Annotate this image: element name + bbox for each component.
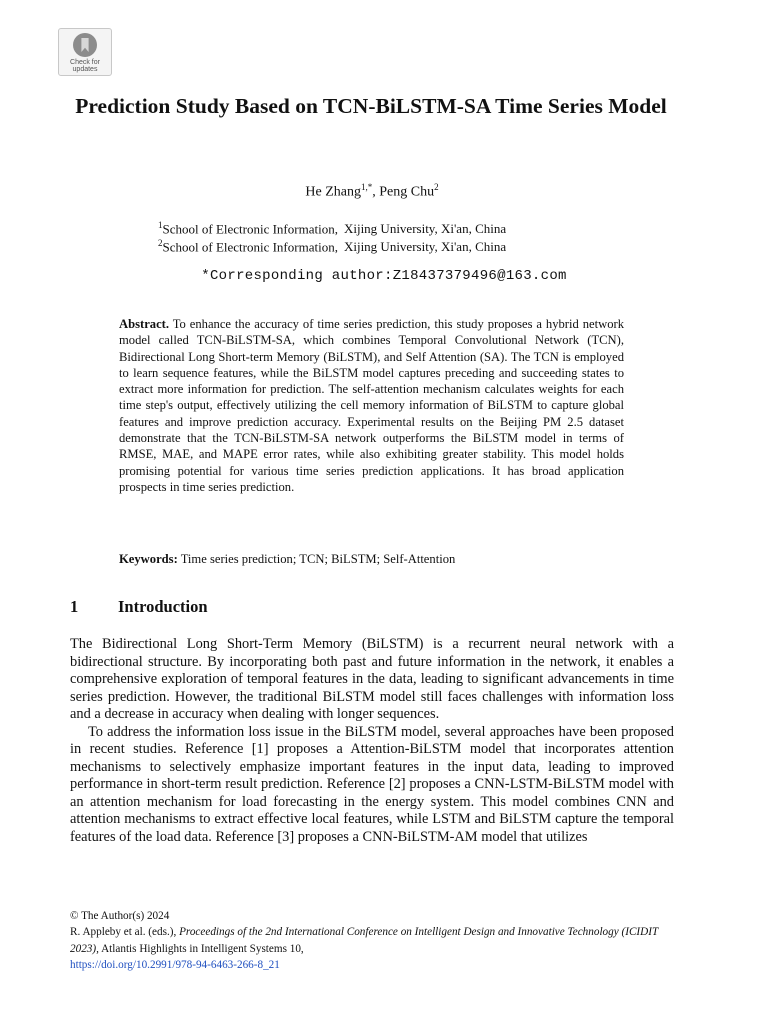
section-title: Introduction [118,597,208,616]
abstract-text: To enhance the accuracy of time series prediction, this study proposes a hybrid network model called TCN-BiLSTM-SA, which combines Temporal Convolutional Network (TCN), Bidirectional Long Short-term Memory (BiLSTM), and Self Attention (SA). The TCN is employed to learn sequence features, while the BiLSTM model captures preceding and succeeding states to extract more information for prediction. The self-attention mechanism calculates weights for each time step's output, effectively utilizing the cell memory information of BiLSTM to capture global features and improve prediction accuracy. Experimental results on the Beijing PM 2.5 dataset demonstrate that the TCN-BiLSTM-SA network outperforms the BiLSTM model in terms of RMSE, MAE, and MAPE error rates, while also exhibiting greater stability. This model holds promising potential for various time series prediction applications. It has broad application prospects in time series prediction. [119,317,624,494]
section-number: 1 [70,597,79,616]
affiliation-university: Xijing University, Xi'an, China [343,221,507,237]
page-footer [70,908,680,973]
section-heading [70,597,208,617]
paper-title: Prediction Study Based on TCN-BiLSTM-SA Time Series Model [75,94,667,118]
affiliation-mark: 1 [158,220,163,230]
series-name: Atlantis Highlights in Intelligent Systems 10, [101,942,304,955]
section-body [70,636,674,846]
proceedings-title: Proceedings of the 2nd International Conference on Intelligent Design and Innovative Technology (ICIDIT 2023), [70,926,658,955]
bookmark-icon [73,33,97,57]
author-affiliation-mark: 1,* [361,182,373,192]
author-separator: , [372,184,380,200]
author-affiliation-mark: 2 [434,182,439,192]
affiliation-university: Xijing University, Xi'an, China [343,239,507,255]
affiliation-2 [158,235,506,255]
affiliation-mark: 2 [158,238,163,248]
keywords-text: Time series prediction; TCN; BiLSTM; Self-Attention [180,552,456,566]
corresponding-author: *Corresponding author:Z18437379496@163.com [201,268,567,284]
abstract-label: Abstract. [119,317,170,331]
paragraph: The Bidirectional Long Short-Term Memory (BiLSTM) is a recurrent neural network with a bidirectional structure. By incorporating both past and future information in the network, it enables a comprehensive exploration of temporal features in the data, leading to significant advancements in time series prediction. However, the traditional BiLSTM model still faces challenges with information loss and a decrease in accuracy when dealing with longer sequences. [70,636,674,722]
abstract [119,316,624,495]
affiliation-school: School of Electronic Information, [162,239,338,255]
check-for-updates-badge[interactable] [58,28,112,76]
author-name: Peng Chu [379,184,435,200]
badge-label: Check for updates [70,59,100,73]
editors: R. Appleby et al. (eds.), [70,926,177,939]
copyright-notice: © The Author(s) 2024 [70,910,170,922]
affiliation-school: School of Electronic Information, [162,221,338,237]
paragraph: To address the information loss issue in the BiLSTM model, several approaches have been proposed in recent studies. Reference [1] proposes a Attention-BiLSTM model that incorporates attention mechanisms to selectively emphasize important features in the input data, leading to improved performance in short-term result prediction. Reference [2] proposes a CNN-LSTM-BiLSTM model with an attention mechanism for load forecasting in the energy system. This model combines CNN and attention mechanisms to extract effective local features, while LSTM and BiLSTM capture the temporal features of the load data. Reference [3] proposes a CNN-BiLSTM-AM model that utilizes [70,723,674,845]
keywords [119,552,624,567]
author-line [0,182,744,201]
doi-link[interactable]: https://doi.org/10.2991/978-94-6463-266-8_21 [70,958,280,971]
author-name: He Zhang [305,184,361,200]
keywords-label: Keywords: [119,552,178,566]
